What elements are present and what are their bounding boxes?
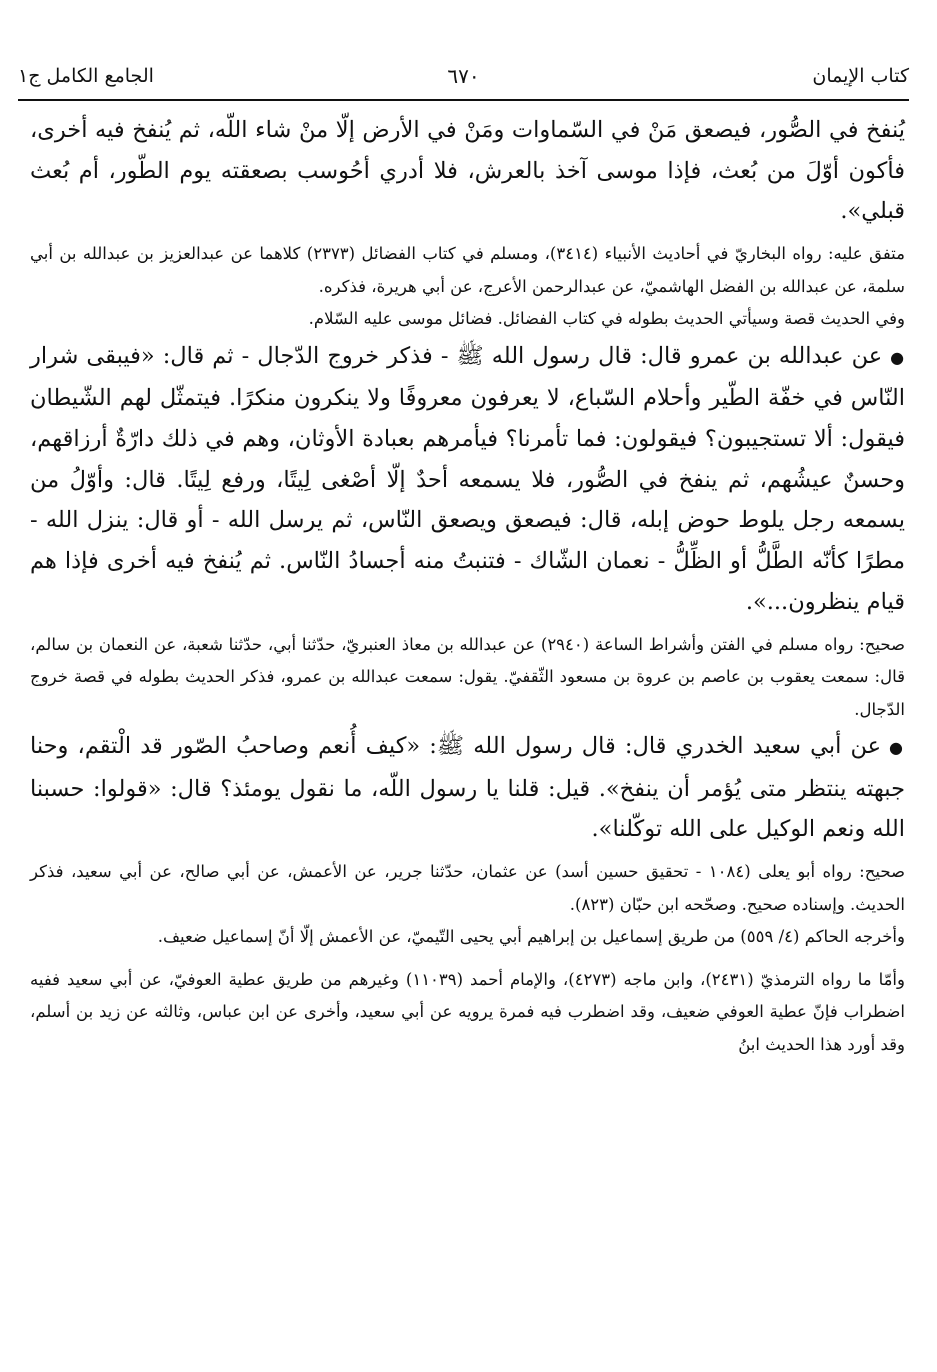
paragraph-text: صحيح: رواه أبو يعلى (١٠٨٤ - تحقيق حسين أسد) عن عثمان، حدّثنا جرير، عن الأعمش، عن أبي صالح، عن أبي سعيد، فذكر الحديث. وإسناده صحيح. وصحّحه ابن حبّان (٨٢٣).: [30, 862, 906, 914]
page-body: [30, 110, 905, 1061]
paragraph-text: عن أبي سعيد الخدري قال: قال رسول الله ﷺ: «كيف أُنعم وصاحبُ الصّور قد الْتقم، وحنا جبهته ينتظر متى يُؤمر أن ينفخ». قيل: قلنا يا رسول اللّه، ما نقول يومئذ؟ قال: «قولوا: حسبنا الله ونعم الوكيل على الله توكّلنا».: [30, 733, 905, 843]
paragraph-text: عن عبدالله بن عمرو قال: قال رسول الله ﷺ - فذكر خروج الدّجال - ثم قال: «فيبقى شرار النّاس في خفّة الطّير وأحلام السّباع، لا يعرفون معروفًا ولا ينكرون منكرًا. فيتمثّل لهم الشّيطان فيقول: ألا تستجيبون؟ فيقولون: فما تأمرنا؟ فيأمرهم بعبادة الأوثان، وهم في ذلك دارّةٌ أرزاقهم، وحسنٌ عيشُهم، ثم ينفخ في الصُّور، فلا يسمعه أحدٌ إلّا أصْغى لِيتًا، ورفع لِيتًا. قال: وأوّلُ من يسمعه رجل يلوط حوض إبله، قال: فيصعق ويصعق النّاس، ثم يرسل الله - أو قال: ينزل الله - مطرًا كأنّه الطَّلُّ أو الظِّلُّ - نعمان الشّاك - فتنبتُ منه أجسادُ النّاس. ثم يُنفخ فيه أخرى فإذا هم قيام ينظرون...».: [30, 342, 905, 615]
bullet-icon: [881, 733, 905, 759]
hadith-text: [30, 726, 905, 850]
paragraph-text: يُنفخ في الصُّور، فيصعق مَنْ في السّماوات ومَنْ في الأرض إلّا منْ شاء اللّه، ثم يُنفخ فيه أخرى، فأكون أوّلَ من بُعث، فإذا موسى آخذ بالعرش، فلا أدري أحُوسب بصعقته يوم الطّور، أم بُعث قبلي».: [30, 117, 905, 225]
collection-title: الجامع الكامل ج١: [18, 65, 154, 87]
takhrij-note: [30, 238, 905, 303]
paragraph-text: وأمّا ما رواه الترمذيّ (٢٤٣١)، وابن ماجه (٤٢٧٣)، والإمام أحمد (١١٠٣٩) وغيرهم من طريق عطية العوفيّ، عن أبي سعيد ففيه اضطراب فإنّ عطية العوفي ضعيف، وقد اضطرب فيه فمرة يرويه عن أبي سعيد، وأخرى عن ابن عباس، وثالثه عن زيد بن أسلم، وقد أورد هذا الحديث ابنُ: [30, 969, 905, 1054]
book-title: كتاب الإيمان: [812, 65, 909, 87]
bullet-icon: [882, 343, 905, 369]
takhrij-note: [30, 303, 905, 336]
spacer: [30, 954, 905, 964]
hadith-text: [30, 110, 905, 232]
paragraph-text: وفي الحديث قصة وسيأتي الحديث بطوله في كتاب الفضائل. فضائل موسى عليه السّلام.: [308, 309, 905, 329]
running-header: [18, 58, 909, 94]
page-number: ٦٧٠: [447, 64, 480, 88]
takhrij-note: [30, 964, 905, 1062]
paragraph-text: متفق عليه: رواه البخاريّ في أحاديث الأنبياء (٣٤١٤)، ومسلم في كتاب الفضائل (٢٣٧٣) كلاهما عن عبدالعزيز بن عبدالله بن أبي سلمة، عن عبدالله بن الفضل الهاشميّ، عن عبدالرحمن الأعرج، عن أبي هريرة، فذكره.: [30, 244, 905, 296]
takhrij-note: [30, 629, 905, 727]
paragraph-text: وأخرجه الحاكم (٤/ ٥٥٩) من طريق إسماعيل بن إبراهيم أبي يحيى التّيميّ، عن الأعمش إلّا أنّ إسماعيل ضعيف.: [157, 927, 905, 947]
hadith-text: [30, 336, 905, 623]
takhrij-note: [30, 921, 905, 954]
header-rule: [18, 99, 909, 101]
paragraph-text: صحيح: رواه مسلم في الفتن وأشراط الساعة (٢٩٤٠) عن عبدالله بن معاذ العنبريّ، حدّثنا أبي، حدّثنا شعبة، عن النعمان بن سالم، قال: سمعت يعقوب بن عاصم بن عروة بن مسعود الثّقفيّ. يقول: سمعت عبدالله بن عمرو، فذكر الحديث بطوله في قصة خروج الدّجال.: [30, 634, 905, 719]
takhrij-note: [30, 856, 905, 921]
